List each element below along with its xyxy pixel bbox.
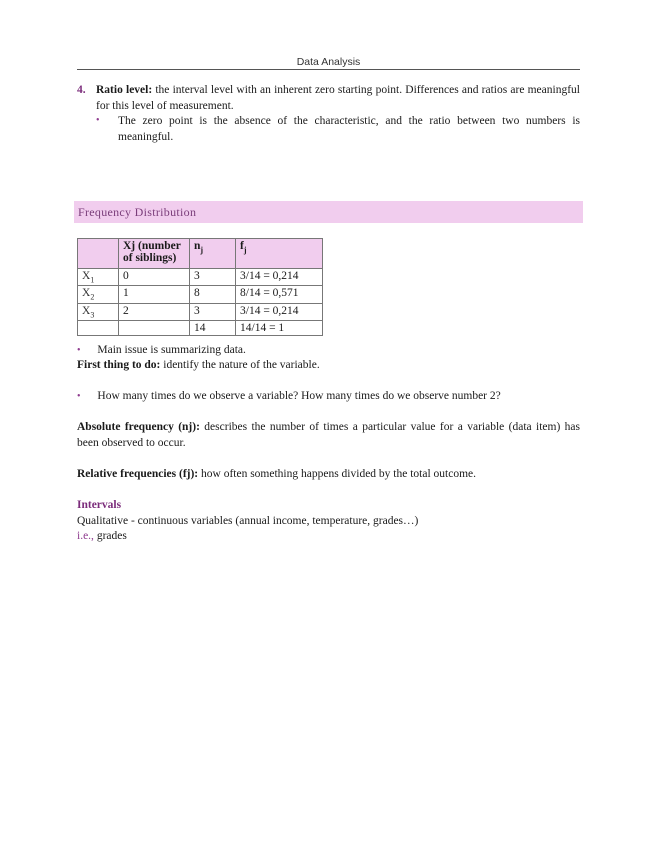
table-cell: 3 bbox=[190, 303, 236, 320]
table-cell: 0 bbox=[119, 269, 190, 286]
table-header-row bbox=[78, 239, 323, 269]
table-row bbox=[78, 303, 323, 320]
table-cell: $X_1$ bbox=[78, 269, 119, 286]
table-cell: 1 bbox=[119, 286, 190, 303]
table-header-cell bbox=[78, 239, 119, 269]
table-cell: 8/14 = 0,571 bbox=[236, 286, 323, 303]
page-header bbox=[77, 56, 580, 70]
absolute-frequency-paragraph bbox=[77, 419, 580, 451]
zero-point-bullet bbox=[96, 113, 580, 145]
table-cell: $X_3$ bbox=[78, 303, 119, 320]
intervals-title: Intervals bbox=[77, 499, 122, 511]
table-row bbox=[78, 269, 323, 286]
table-row bbox=[78, 286, 323, 303]
table-cell: 14 bbox=[190, 320, 236, 335]
table-header-cell: $f_j$ bbox=[236, 239, 323, 269]
bullet-icon: • bbox=[77, 391, 81, 402]
absolute-frequency-term: Absolute frequency (nj): bbox=[77, 421, 200, 433]
ie-label: i.e., bbox=[77, 530, 94, 542]
intervals-example bbox=[77, 528, 580, 544]
table-cell: 14/14 = 1 bbox=[236, 320, 323, 335]
table-header-cell: Xj (number of siblings) bbox=[119, 239, 190, 269]
relative-frequency-paragraph bbox=[77, 466, 580, 482]
zero-point-text: The zero point is the absence of the characteristic, and the ratio between two numbers is meaningful. bbox=[118, 115, 580, 143]
first-thing-term: First thing to do: bbox=[77, 359, 161, 371]
table-cell bbox=[119, 320, 190, 335]
table-cell: 2 bbox=[119, 303, 190, 320]
absolute-frequency-text: describes the number of times a particular value for a variable (data item) has been observed to occur. bbox=[77, 421, 580, 449]
ratio-level-text: the interval level with an inherent zero starting point. Differences and ratios are meaningful for this level of measurement. bbox=[96, 84, 580, 112]
first-thing-text: identify the nature of the variable. bbox=[160, 359, 320, 371]
section-heading-frequency-distribution bbox=[74, 201, 583, 223]
table-row-total bbox=[78, 320, 323, 335]
relative-frequency-term: Relative frequencies (fj): bbox=[77, 468, 199, 480]
first-thing-paragraph bbox=[77, 357, 580, 373]
table-cell: 3/14 = 0,214 bbox=[236, 303, 323, 320]
bullet-icon: • bbox=[77, 345, 81, 356]
intervals-line bbox=[77, 513, 580, 529]
ratio-level-term: Ratio level: bbox=[96, 84, 153, 96]
section-title: Frequency Distribution bbox=[78, 205, 197, 219]
frequency-table bbox=[77, 238, 323, 336]
how-many-bullet bbox=[77, 388, 580, 405]
intervals-text: Qualitative - continuous variables (annual income, temperature, grades…) bbox=[77, 515, 419, 527]
relative-frequency-text: how often something happens divided by the total outcome. bbox=[198, 468, 477, 480]
table-cell bbox=[78, 320, 119, 335]
table-cell: $X_2$ bbox=[78, 286, 119, 303]
main-issue-text: Main issue is summarizing data. bbox=[97, 344, 246, 356]
bullet-icon: • bbox=[96, 115, 100, 126]
ie-text: grades bbox=[93, 530, 127, 542]
intervals-heading bbox=[77, 497, 580, 513]
how-many-text: How many times do we observe a variable? How many times do we observe number 2? bbox=[97, 390, 501, 402]
header-title: Data Analysis bbox=[296, 56, 361, 68]
table-header-cell: $n_j$ bbox=[190, 239, 236, 269]
ratio-level-item bbox=[77, 82, 580, 114]
table-cell: 3/14 = 0,214 bbox=[236, 269, 323, 286]
table-cell: 3 bbox=[190, 269, 236, 286]
item-number: 4. bbox=[77, 84, 86, 96]
table-cell: 8 bbox=[190, 286, 236, 303]
